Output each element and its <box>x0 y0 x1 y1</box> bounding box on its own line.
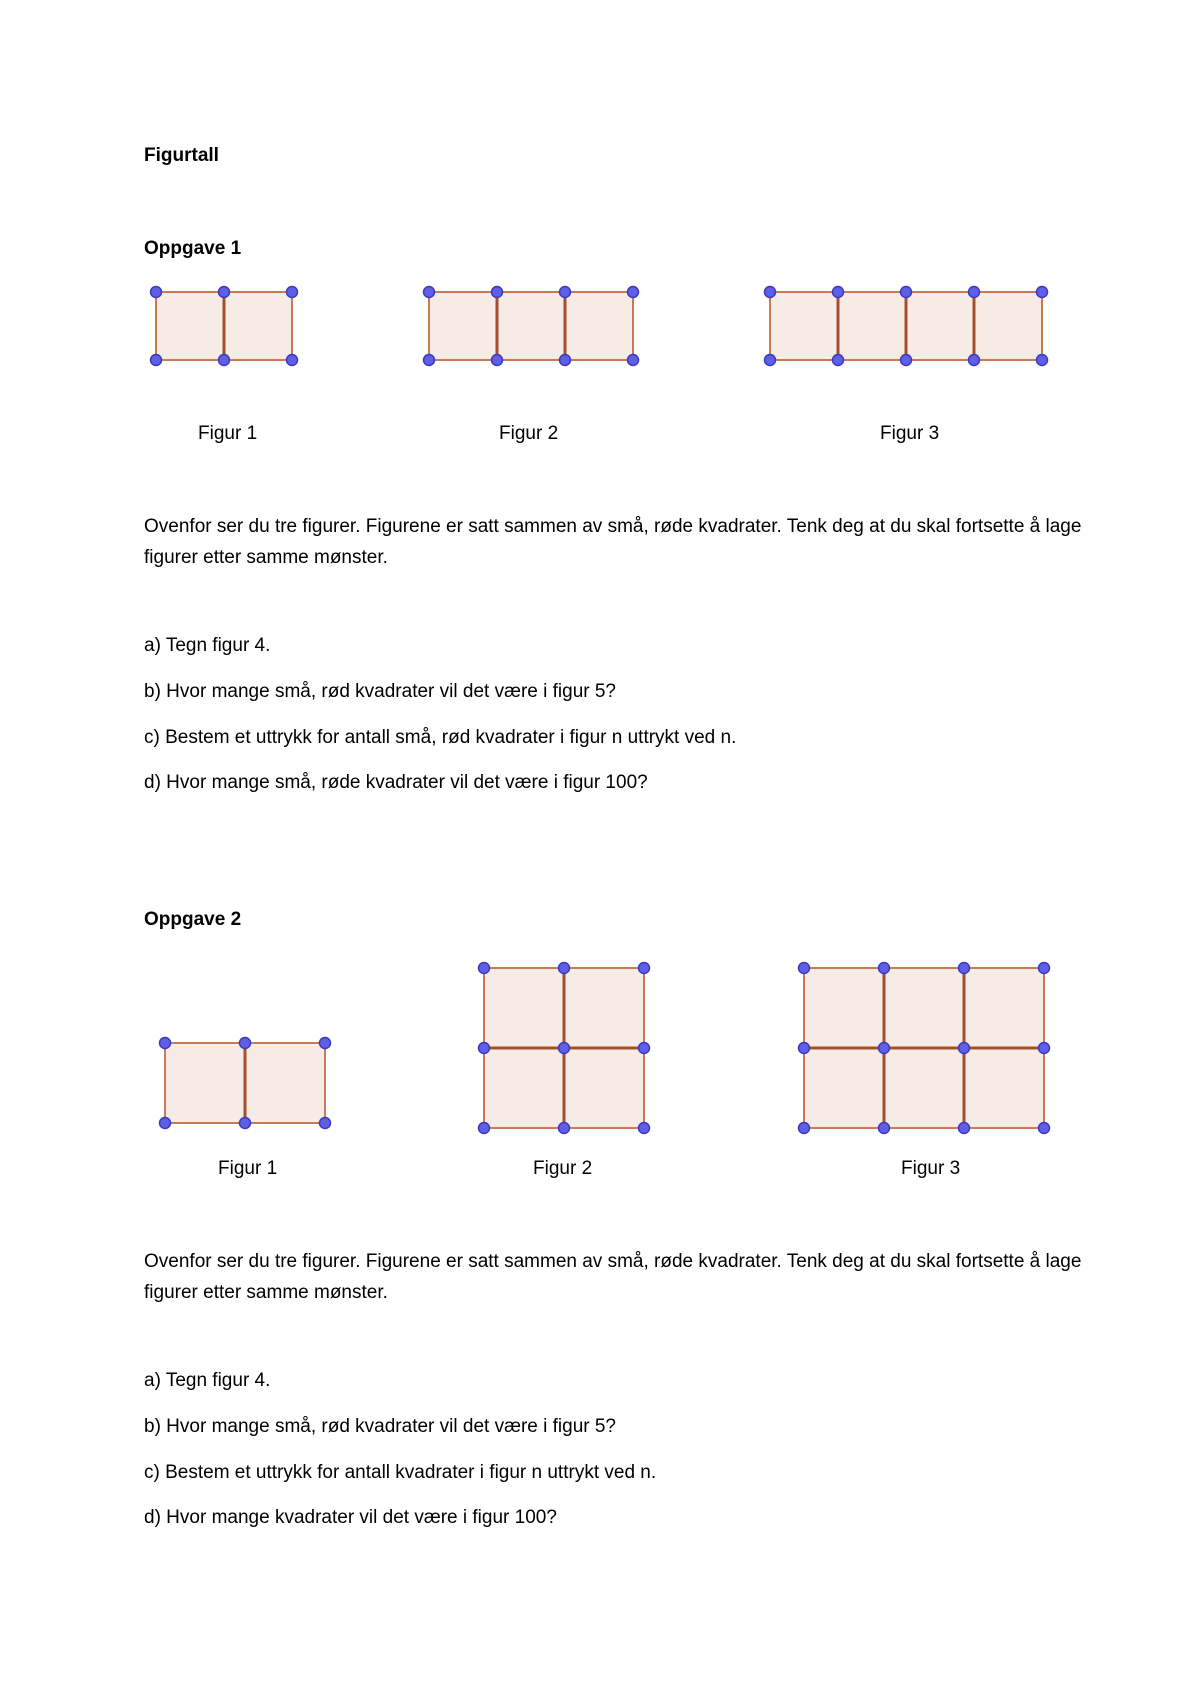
vertex-point <box>287 355 298 366</box>
square <box>974 292 1042 360</box>
vertex-point <box>879 963 890 974</box>
square <box>484 968 564 1048</box>
square <box>484 1048 564 1128</box>
task1-question-b: b) Hvor mange små, rød kvadrater vil det være i figur 5? <box>144 681 617 702</box>
task1-heading: Oppgave 1 <box>144 238 242 259</box>
vertex-point <box>492 355 503 366</box>
task2-caption-1: Figur 1 <box>218 1158 278 1179</box>
task2-question-b: b) Hvor mange små, rød kvadrater vil det være i figur 5? <box>144 1416 617 1437</box>
task1-caption-3: Figur 3 <box>880 423 940 444</box>
task2-paragraph: Ovenfor ser du tre figurer. Figurene er satt sammen av små, røde kvadrater. Tenk deg at du skal fortsette å lage figurer etter samme mønster. <box>144 1251 1082 1303</box>
square <box>804 968 884 1048</box>
vertex-point <box>160 1118 171 1129</box>
vertex-point <box>479 1123 490 1134</box>
vertex-point <box>559 1043 570 1054</box>
square <box>165 1043 245 1123</box>
vertex-point <box>628 355 639 366</box>
task1-caption-2: Figur 2 <box>499 423 559 444</box>
vertex-point <box>879 1043 890 1054</box>
square <box>156 292 224 360</box>
vertex-point <box>959 1123 970 1134</box>
square <box>804 1048 884 1128</box>
vertex-point <box>219 355 230 366</box>
vertex-point <box>799 1043 810 1054</box>
vertex-point <box>833 355 844 366</box>
task1-question-c: c) Bestem et uttrykk for antall små, rød kvadrater i figur n uttrykt ved n. <box>144 727 737 748</box>
square <box>884 968 964 1048</box>
vertex-point <box>969 287 980 298</box>
vertex-point <box>559 1123 570 1134</box>
vertex-point <box>901 287 912 298</box>
task2-question-c: c) Bestem et uttrykk for antall kvadrater i figur n uttrykt ved n. <box>144 1462 657 1483</box>
square <box>964 968 1044 1048</box>
task2-caption-2: Figur 2 <box>533 1158 593 1179</box>
task2-question-d: d) Hvor mange kvadrater vil det være i figur 100? <box>144 1507 557 1528</box>
square <box>245 1043 325 1123</box>
square <box>564 968 644 1048</box>
vertex-point <box>1037 287 1048 298</box>
vertex-point <box>1039 1123 1050 1134</box>
vertex-point <box>160 1038 171 1049</box>
vertex-point <box>320 1038 331 1049</box>
vertex-point <box>424 287 435 298</box>
task2-heading: Oppgave 2 <box>144 909 242 930</box>
vertex-point <box>559 963 570 974</box>
square <box>224 292 292 360</box>
square <box>838 292 906 360</box>
vertex-point <box>287 287 298 298</box>
vertex-point <box>765 355 776 366</box>
vertex-point <box>560 355 571 366</box>
task1-figure-1 <box>148 284 300 368</box>
vertex-point <box>479 1043 490 1054</box>
vertex-point <box>479 963 490 974</box>
vertex-point <box>959 1043 970 1054</box>
vertex-point <box>219 287 230 298</box>
vertex-point <box>1037 355 1048 366</box>
vertex-point <box>799 1123 810 1134</box>
vertex-point <box>765 287 776 298</box>
vertex-point <box>240 1118 251 1129</box>
task1-caption-1: Figur 1 <box>198 423 258 444</box>
vertex-point <box>1039 1043 1050 1054</box>
vertex-point <box>639 1123 650 1134</box>
square <box>884 1048 964 1128</box>
task1-figure-3 <box>762 284 1050 368</box>
task1-figure-2 <box>421 284 641 368</box>
page-title: Figurtall <box>144 145 219 166</box>
square <box>906 292 974 360</box>
task2-figure-2 <box>476 960 652 1136</box>
vertex-point <box>492 287 503 298</box>
task2-figure-1 <box>157 1035 333 1131</box>
square <box>429 292 497 360</box>
vertex-point <box>424 355 435 366</box>
task1-question-d: d) Hvor mange små, røde kvadrater vil det være i figur 100? <box>144 772 648 793</box>
task2-figure-3 <box>796 960 1052 1136</box>
vertex-point <box>151 287 162 298</box>
vertex-point <box>560 287 571 298</box>
square <box>770 292 838 360</box>
task1-paragraph: Ovenfor ser du tre figurer. Figurene er satt sammen av små, røde kvadrater. Tenk deg at du skal fortsette å lage figurer etter samme mønster. <box>144 516 1082 568</box>
vertex-point <box>833 287 844 298</box>
square <box>964 1048 1044 1128</box>
vertex-point <box>969 355 980 366</box>
vertex-point <box>628 287 639 298</box>
vertex-point <box>1039 963 1050 974</box>
vertex-point <box>959 963 970 974</box>
vertex-point <box>901 355 912 366</box>
vertex-point <box>639 1043 650 1054</box>
vertex-point <box>799 963 810 974</box>
vertex-point <box>879 1123 890 1134</box>
square <box>497 292 565 360</box>
vertex-point <box>639 963 650 974</box>
square <box>564 1048 644 1128</box>
task1-question-a: a) Tegn figur 4. <box>144 635 271 656</box>
task2-caption-3: Figur 3 <box>901 1158 961 1179</box>
vertex-point <box>320 1118 331 1129</box>
vertex-point <box>240 1038 251 1049</box>
vertex-point <box>151 355 162 366</box>
task2-question-a: a) Tegn figur 4. <box>144 1370 271 1391</box>
square <box>565 292 633 360</box>
